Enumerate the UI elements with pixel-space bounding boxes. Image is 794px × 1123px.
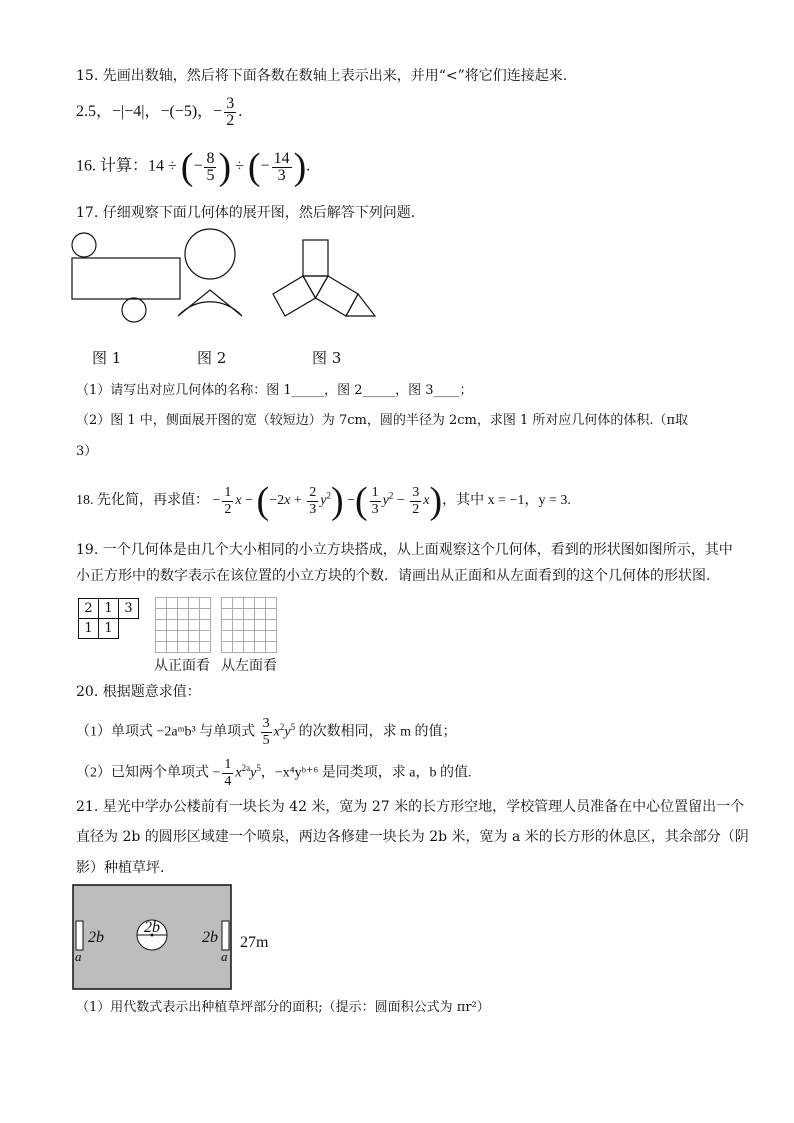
q20-title: 20. 根据题意求值： bbox=[76, 684, 201, 700]
q17-sub2: （2）图 1 中，侧面展开图的宽（较短边）为 7cm，圆的半径为 2cm，求图 1 所对应几何体的体积.（π取 bbox=[76, 413, 689, 428]
q15-fraction: $\frac{3}{2}$ bbox=[226, 95, 235, 129]
fig1-label: 图 1 bbox=[92, 349, 122, 367]
q21-line2: 直径为 2b 的圆形区域建一个喷泉，两边各修建一块长为 2b 米，宽为 a 米的长方形的休息区，其余部分（阴 bbox=[76, 829, 749, 845]
q16-expression: 16. 计算：14 ÷ (− $\frac{8}{5}$ ) ÷ (− $\frac{14}{3}$ ). bbox=[76, 146, 311, 188]
rest-area-left-length: 2b bbox=[88, 929, 104, 946]
grid-cell: 2 bbox=[78, 598, 99, 619]
q16-prefix: 16. 计算：14 ÷ bbox=[76, 157, 177, 175]
fig2-label: 图 2 bbox=[197, 349, 227, 367]
q19-line2: 小正方形中的数字表示在该位置的小立方块的个数．请画出从正面和从左面看到的这个几何体的形状图. bbox=[76, 568, 711, 584]
field-width-label: 27m bbox=[240, 934, 269, 951]
left-view-blank-grid bbox=[221, 597, 277, 653]
q18-suffix: ，其中 x = −1，y = 3. bbox=[442, 493, 571, 509]
grid-cell: 3 bbox=[118, 598, 139, 619]
fig3-prism-net bbox=[273, 240, 375, 316]
q19-top-view-grid bbox=[78, 598, 142, 638]
fountain-diameter: 2b bbox=[144, 919, 160, 936]
q17-figures bbox=[60, 228, 390, 328]
q16-fraction-2: $\frac{14}{3}$ bbox=[273, 149, 290, 184]
front-view-blank-grid bbox=[155, 597, 211, 653]
grid-cell: 1 bbox=[98, 598, 119, 619]
rest-area-right-length: 2b bbox=[202, 929, 218, 946]
q18-prefix: 18. 先化简，再求值： bbox=[76, 493, 209, 509]
rest-area-left-width: a bbox=[75, 949, 82, 964]
q21-line3: 影）种植草坪. bbox=[76, 860, 165, 876]
q16-fraction-1: $\frac{8}{5}$ bbox=[206, 149, 215, 184]
fig3-label: 图 3 bbox=[312, 349, 342, 367]
q17-text: 17. 仔细观察下面几何体的展开图，然后解答下列问题. bbox=[76, 205, 416, 221]
q15-text: 15. 先画出数轴，然后将下面各数在数轴上表示出来，并用“<”将它们连接起来. bbox=[76, 68, 568, 84]
q21-line1: 21. 星光中学办公楼前有一块长为 42 米，宽为 27 米的长方形空地，学校管理人员准备在中心位置留出一个 bbox=[76, 799, 745, 815]
grid-cell: 1 bbox=[98, 618, 119, 639]
q17-sub1: （1）请写出对应几何体的名称：图 1_____，图 2_____，图 3____； bbox=[76, 383, 473, 398]
q18-expression: 18. 先化简，再求值： − $\frac{1}{2}$ x − (−2x + $\frac{2}{3}$ $y^2$) −( $\frac{1}{3}$ $y^2$ − $\frac{3}{2}$ x)，其中 x = −1，y = 3. bbox=[76, 480, 571, 522]
q15-numbers-list: 2.5，−|−4|，−(−5)，− bbox=[76, 103, 223, 121]
q20-sub2: （2）已知两个单项式 − $\frac{1}{4}$ $x^{2a}y^5$，−x⁴yᵇ⁺⁶ 是同类项，求 a，b 的值. bbox=[76, 757, 472, 789]
q21-sub1: （1）用代数式表示出种植草坪部分的面积;（提示：圆面积公式为 πr²） bbox=[76, 1000, 490, 1015]
q20-sub1: （1）单项式 −2aᵐb³ 与单项式 $\frac{3}{5}$ $x^2y^5$ 的次数相同，求 m 的值； bbox=[76, 716, 457, 748]
front-view-label: 从正面看 bbox=[154, 658, 210, 674]
grid-cell: 1 bbox=[78, 618, 99, 639]
rest-area-right-width: a bbox=[221, 949, 228, 964]
left-view-label: 从左面看 bbox=[221, 658, 277, 674]
q19-line1: 19. 一个几何体是由几个大小相同的小立方块搭成，从上面观察这个几何体，看到的形状图如图所示，其中 bbox=[76, 542, 733, 558]
q15-numbers: 2.5，−|−4|，−(−5)，− $\frac{3}{2}$ . bbox=[76, 95, 243, 129]
q17-sub2-cont: 3） bbox=[76, 444, 98, 459]
fig1-cylinder-net bbox=[72, 233, 180, 322]
fig2-cone-net bbox=[178, 229, 242, 316]
